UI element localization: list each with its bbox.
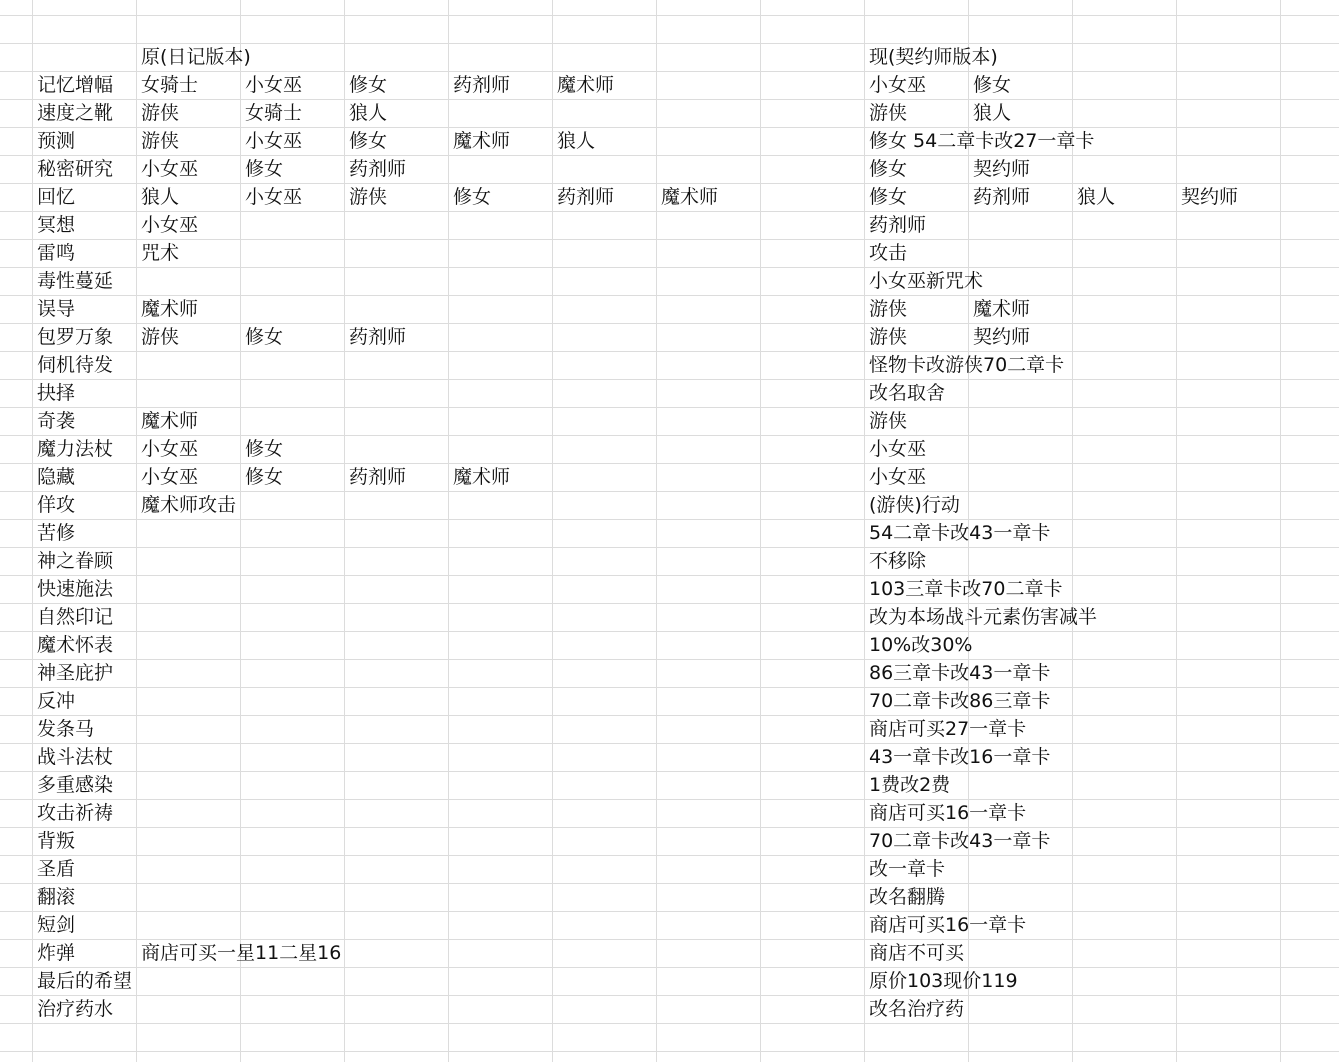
spreadsheet-cell[interactable]: 游侠 <box>869 102 908 124</box>
table-row <box>0 43 1339 71</box>
spreadsheet-cell[interactable]: 回忆 <box>37 186 76 208</box>
spreadsheet-cell[interactable]: 背叛 <box>37 830 76 852</box>
spreadsheet-cell[interactable]: 小女巫 <box>141 214 199 236</box>
spreadsheet-cell[interactable]: 伺机待发 <box>37 354 114 376</box>
spreadsheet-cell[interactable]: 改为本场战斗元素伤害减半 <box>869 606 1098 628</box>
spreadsheet-cell[interactable]: 70二章卡改43一章卡 <box>869 830 1051 852</box>
spreadsheet-cell[interactable]: 狼人 <box>1077 186 1116 208</box>
table-row <box>0 715 1339 743</box>
spreadsheet-cell[interactable]: 商店可买27一章卡 <box>869 718 1027 740</box>
spreadsheet-cell[interactable]: 小女巫 <box>245 74 303 96</box>
spreadsheet-cell[interactable]: 药剂师 <box>349 158 407 180</box>
spreadsheet-cell[interactable]: 游侠 <box>141 130 180 152</box>
table-row <box>0 71 1339 99</box>
table-row <box>0 995 1339 1023</box>
spreadsheet-cell[interactable]: 43一章卡改16一章卡 <box>869 746 1051 768</box>
spreadsheet-cell[interactable]: 改名治疗药 <box>869 998 965 1020</box>
spreadsheet-cell[interactable]: 原价103现价119 <box>869 970 1018 992</box>
spreadsheet-cell[interactable]: 修女 <box>245 158 284 180</box>
spreadsheet-cell[interactable]: 反冲 <box>37 690 76 712</box>
table-row <box>0 827 1339 855</box>
spreadsheet-cell[interactable]: 自然印记 <box>37 606 114 628</box>
spreadsheet-cell[interactable]: 修女 <box>869 158 908 180</box>
spreadsheet-cell[interactable]: 多重感染 <box>37 774 114 796</box>
spreadsheet-cell[interactable]: 魔术师 <box>453 130 511 152</box>
spreadsheet-cell[interactable]: 小女巫 <box>245 186 303 208</box>
spreadsheet-cell[interactable]: 毒性蔓延 <box>37 270 114 292</box>
spreadsheet-cell[interactable]: 小女巫新咒术 <box>869 270 984 292</box>
spreadsheet-cell[interactable]: 战斗法杖 <box>37 746 114 768</box>
spreadsheet-cell[interactable]: 狼人 <box>557 130 596 152</box>
table-row <box>0 435 1339 463</box>
spreadsheet-cell[interactable]: 魔术师攻击 <box>141 494 237 516</box>
spreadsheet-cell[interactable]: 86三章卡改43一章卡 <box>869 662 1051 684</box>
spreadsheet-cell[interactable]: 改一章卡 <box>869 858 946 880</box>
spreadsheet-cell[interactable]: 神圣庇护 <box>37 662 114 684</box>
spreadsheet-cell[interactable]: 游侠 <box>349 186 388 208</box>
spreadsheet-cell[interactable]: 54二章卡改43一章卡 <box>869 522 1051 544</box>
spreadsheet-cell[interactable]: 70二章卡改86三章卡 <box>869 690 1051 712</box>
spreadsheet-cell[interactable]: 魔术师 <box>557 74 615 96</box>
spreadsheet-cell[interactable]: 修女 <box>245 438 284 460</box>
spreadsheet-cell[interactable]: 小女巫 <box>141 158 199 180</box>
table-row <box>0 911 1339 939</box>
table-row <box>0 351 1339 379</box>
spreadsheet-cell[interactable]: 炸弹 <box>37 942 76 964</box>
spreadsheet-cell[interactable]: 103三章卡改70二章卡 <box>869 578 1063 600</box>
spreadsheet-cell[interactable]: 小女巫 <box>869 74 927 96</box>
table-row <box>0 463 1339 491</box>
spreadsheet-cell[interactable]: 游侠 <box>869 298 908 320</box>
spreadsheet-cell[interactable]: 改名取舍 <box>869 382 946 404</box>
spreadsheet-cell[interactable]: 误导 <box>37 298 76 320</box>
spreadsheet-cell[interactable]: 改名翻腾 <box>869 886 946 908</box>
spreadsheet-cell[interactable]: 契约师 <box>973 326 1031 348</box>
spreadsheet-cell[interactable]: 药剂师 <box>349 466 407 488</box>
spreadsheet-cell[interactable]: 佯攻 <box>37 494 76 516</box>
spreadsheet-cell[interactable]: 快速施法 <box>37 578 114 600</box>
table-row <box>0 407 1339 435</box>
spreadsheet-cell[interactable]: 魔术师 <box>141 410 199 432</box>
table-row <box>0 855 1339 883</box>
table-row <box>0 967 1339 995</box>
table-row <box>0 575 1339 603</box>
table-row <box>0 687 1339 715</box>
spreadsheet-cell[interactable]: 商店可买16一章卡 <box>869 802 1027 824</box>
spreadsheet-cell[interactable]: 契约师 <box>973 158 1031 180</box>
table-row <box>0 323 1339 351</box>
table-row <box>0 295 1339 323</box>
spreadsheet-cell[interactable]: 魔术师 <box>661 186 719 208</box>
spreadsheet-cell[interactable]: 修女 <box>245 466 284 488</box>
table-row <box>0 519 1339 547</box>
table-row <box>0 799 1339 827</box>
spreadsheet-cell[interactable]: 苦修 <box>37 522 76 544</box>
spreadsheet-cell[interactable]: 雷鸣 <box>37 242 76 264</box>
spreadsheet-cell[interactable]: 发条马 <box>37 718 95 740</box>
spreadsheet-cell[interactable]: 药剂师 <box>869 214 927 236</box>
spreadsheet-cell[interactable]: 游侠 <box>141 102 180 124</box>
spreadsheet-cell[interactable]: 不移除 <box>869 550 927 572</box>
spreadsheet-cell[interactable]: 魔力法杖 <box>37 438 114 460</box>
spreadsheet-cell[interactable]: 小女巫 <box>141 438 199 460</box>
spreadsheet-cell[interactable]: 小女巫 <box>141 466 199 488</box>
table-row <box>0 127 1339 155</box>
table-row <box>0 771 1339 799</box>
table-row <box>0 603 1339 631</box>
spreadsheet-cell[interactable]: 魔术怀表 <box>37 634 114 656</box>
spreadsheet-cell[interactable]: 商店不可买 <box>869 942 965 964</box>
table-row <box>0 547 1339 575</box>
spreadsheet-cell[interactable]: 药剂师 <box>349 326 407 348</box>
spreadsheet-cell[interactable]: 攻击祈祷 <box>37 802 114 824</box>
spreadsheet-cell[interactable]: 10%改30% <box>869 634 973 656</box>
spreadsheet-cell[interactable]: 治疗药水 <box>37 998 114 1020</box>
table-row <box>0 631 1339 659</box>
spreadsheet-cell[interactable]: 商店可买16一章卡 <box>869 914 1027 936</box>
table-row <box>0 659 1339 687</box>
table-row <box>0 239 1339 267</box>
spreadsheet-cell[interactable]: 修女 <box>973 74 1012 96</box>
spreadsheet-cell[interactable]: 修女 <box>453 186 492 208</box>
spreadsheet-cell[interactable]: 圣盾 <box>37 858 76 880</box>
spreadsheet-cell[interactable]: 游侠 <box>141 326 180 348</box>
spreadsheet-cell[interactable]: 翻滚 <box>37 886 76 908</box>
table-row <box>0 211 1339 239</box>
spreadsheet-cell[interactable]: 修女 <box>869 186 908 208</box>
table-row <box>0 491 1339 519</box>
spreadsheet-cell[interactable]: 修女 <box>349 130 388 152</box>
spreadsheet-cell[interactable]: 魔术师 <box>973 298 1031 320</box>
table-row <box>0 379 1339 407</box>
table-row <box>0 155 1339 183</box>
spreadsheet-cell[interactable]: 神之眷顾 <box>37 550 114 572</box>
spreadsheet-cell[interactable]: 魔术师 <box>453 466 511 488</box>
spreadsheet-cell[interactable]: 小女巫 <box>245 130 303 152</box>
spreadsheet-cell[interactable]: 狼人 <box>973 102 1012 124</box>
table-row <box>0 183 1339 211</box>
spreadsheet-cell[interactable]: 抉择 <box>37 382 76 404</box>
spreadsheet-cell[interactable]: 现(契约师版本) <box>869 46 998 68</box>
spreadsheet-cell[interactable]: 游侠 <box>869 410 908 432</box>
spreadsheet-cell[interactable]: 原(日记版本) <box>141 46 251 68</box>
spreadsheet-cell[interactable]: 预测 <box>37 130 76 152</box>
spreadsheet-cell[interactable]: 药剂师 <box>973 186 1031 208</box>
spreadsheet-cell[interactable]: 修女 <box>245 326 284 348</box>
spreadsheet-cell[interactable]: 狼人 <box>141 186 180 208</box>
spreadsheet-cell[interactable]: 最后的希望 <box>37 970 133 992</box>
spreadsheet-cell[interactable]: 魔术师 <box>141 298 199 320</box>
table-row <box>0 99 1339 127</box>
spreadsheet-cell[interactable]: 咒术 <box>141 242 180 264</box>
spreadsheet-rows <box>0 43 1339 1023</box>
table-row <box>0 883 1339 911</box>
spreadsheet-cell[interactable]: 药剂师 <box>557 186 615 208</box>
spreadsheet-cell[interactable]: 秘密研究 <box>37 158 114 180</box>
spreadsheet-cell[interactable]: 攻击 <box>869 242 908 264</box>
spreadsheet-cell[interactable]: 狼人 <box>349 102 388 124</box>
spreadsheet-cell[interactable]: 契约师 <box>1181 186 1239 208</box>
spreadsheet-cell[interactable]: 游侠 <box>869 326 908 348</box>
spreadsheet-cell[interactable]: 短剑 <box>37 914 76 936</box>
spreadsheet-cell[interactable]: 商店可买一星11二星16 <box>141 942 342 964</box>
spreadsheet-cell[interactable]: 修女 <box>349 74 388 96</box>
table-row <box>0 743 1339 771</box>
spreadsheet-cell[interactable]: 小女巫 <box>869 466 927 488</box>
spreadsheet-cell[interactable]: 速度之靴 <box>37 102 114 124</box>
spreadsheet-cell[interactable]: (游侠)行动 <box>869 494 960 516</box>
spreadsheet-cell[interactable]: 小女巫 <box>869 438 927 460</box>
table-row <box>0 939 1339 967</box>
spreadsheet-cell[interactable]: 奇袭 <box>37 410 76 432</box>
spreadsheet-cell[interactable]: 冥想 <box>37 214 76 236</box>
spreadsheet-cell[interactable]: 药剂师 <box>453 74 511 96</box>
spreadsheet-cell[interactable]: 隐藏 <box>37 466 76 488</box>
spreadsheet-cell[interactable]: 女骑士 <box>245 102 303 124</box>
spreadsheet-cell[interactable]: 女骑士 <box>141 74 199 96</box>
spreadsheet-cell[interactable]: 1费改2费 <box>869 774 951 796</box>
spreadsheet-cell[interactable]: 包罗万象 <box>37 326 114 348</box>
spreadsheet-cell[interactable]: 修女 54二章卡改27一章卡 <box>869 130 1095 152</box>
spreadsheet-cell[interactable]: 记忆增幅 <box>37 74 114 96</box>
table-row <box>0 267 1339 295</box>
spreadsheet-cell[interactable]: 怪物卡改游侠70二章卡 <box>869 354 1065 376</box>
